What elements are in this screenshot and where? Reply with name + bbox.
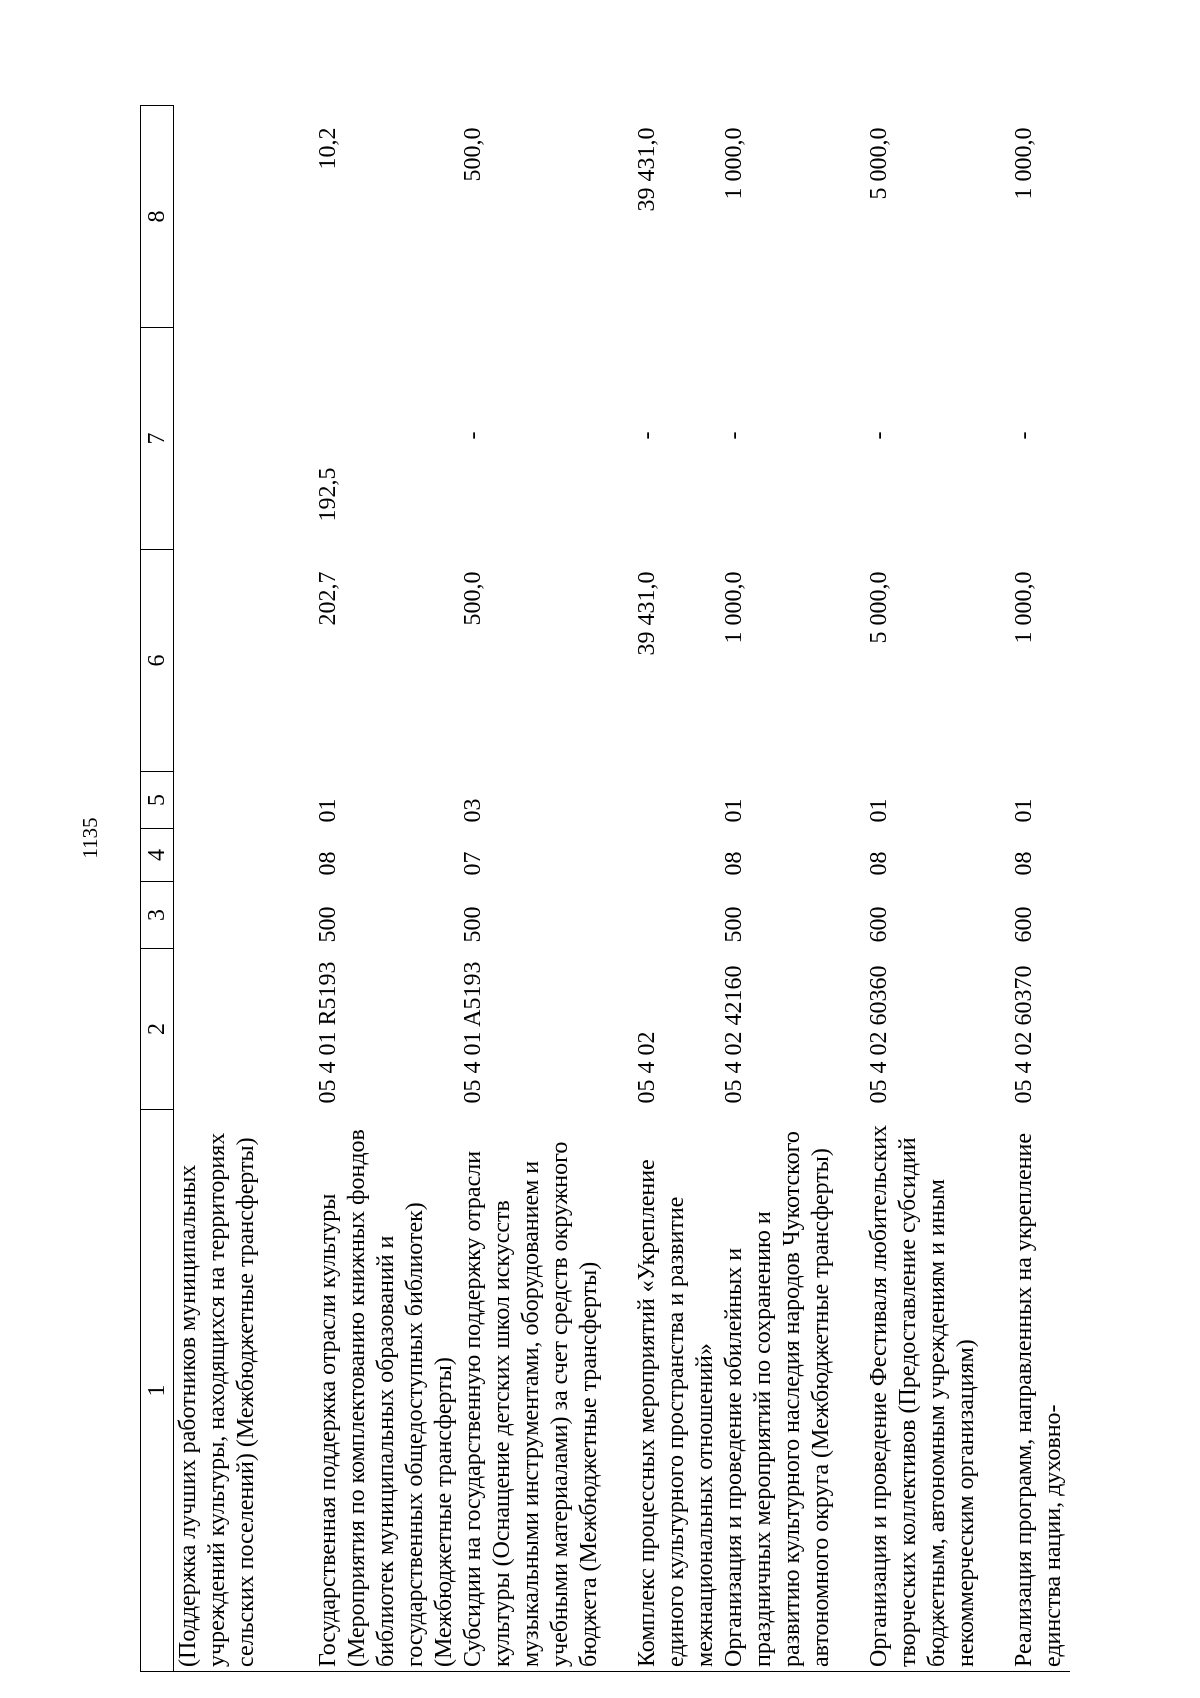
- row-c7: -: [633, 431, 660, 440]
- row-code: 05 4 02 42160: [720, 965, 747, 1104]
- row-name: Комплекс процессных мероприятий «Укрепление единого культурного пространства и развитие межнациональных отношений»: [633, 1110, 720, 1672]
- row-c3: 600: [865, 906, 892, 943]
- row-c7: -: [459, 431, 486, 440]
- table-row: [174, 106, 314, 1672]
- row-code: [174, 949, 314, 1110]
- row-name: Организация и проведение юбилейных и праздничных мероприятий по сохранению и развитию культурного наследия народов Чукотского автономного округа (Межбюджетные трансферты): [720, 1110, 865, 1672]
- row-c3: 500: [720, 906, 747, 943]
- row-code: 05 4 02: [633, 1031, 660, 1104]
- row-c5: 01: [865, 798, 892, 823]
- table-row: [459, 106, 633, 1672]
- row-c4: 08: [865, 851, 892, 876]
- table-row: [720, 106, 865, 1672]
- table-header-row: [141, 106, 174, 1672]
- row-c5: [174, 772, 314, 829]
- row-c4: [174, 829, 314, 882]
- row-name: (Поддержка лучших работников муниципальных учреждений культуры, находящихся на территориях сельских поселений) (Межбюджетные трансферты): [174, 1110, 314, 1672]
- column-header: 3: [141, 882, 174, 949]
- row-c8: 5 000,0: [865, 127, 892, 200]
- row-c8: 39 431,0: [633, 127, 660, 212]
- row-c3: 500: [314, 906, 341, 943]
- row-c7: -: [1010, 431, 1037, 440]
- row-c3: 600: [1010, 906, 1037, 943]
- row-c5: [633, 772, 720, 829]
- row-c6: 1 000,0: [1010, 571, 1037, 644]
- row-c7: -: [720, 431, 747, 440]
- page-number: 1135: [78, 817, 102, 859]
- table-row: [314, 106, 459, 1672]
- column-header: 1: [141, 1110, 174, 1672]
- row-c8: 1 000,0: [1010, 127, 1037, 200]
- row-c5: 01: [720, 798, 747, 823]
- row-name: Субсидии на государственную поддержку отрасли культуры (Оснащение детских школ искусств музыкальными инструментами, оборудованием и учебными материалами) за счет средств окружного бюджета (Межбюджетные трансферты): [459, 1110, 633, 1672]
- column-header: 8: [141, 106, 174, 328]
- row-c4: 08: [720, 851, 747, 876]
- row-c8: 500,0: [459, 127, 486, 182]
- table-row: [865, 106, 1010, 1672]
- column-header: 6: [141, 550, 174, 772]
- table-row: [633, 106, 720, 1672]
- row-c4: 08: [1010, 851, 1037, 876]
- row-c5: 03: [459, 798, 486, 823]
- row-name: Организация и проведение Фестиваля любительских творческих коллективов (Предоставление субсидий бюджетным, автономным учреждениям и иным некоммерческим организациям): [865, 1110, 1010, 1672]
- row-c3: 500: [459, 906, 486, 943]
- row-c4: [633, 829, 720, 882]
- row-c8: 1 000,0: [720, 127, 747, 200]
- row-c8: 10,2: [314, 127, 341, 170]
- row-c3: [174, 882, 314, 949]
- row-c6: [174, 550, 314, 772]
- row-c4: 08: [314, 851, 341, 876]
- row-c5: 01: [314, 798, 341, 823]
- row-code: 05 4 02 60370: [1010, 965, 1037, 1104]
- row-c4: 07: [459, 851, 486, 876]
- row-c7: [174, 328, 314, 550]
- table-row: [1010, 106, 1070, 1672]
- row-c3: [633, 882, 720, 949]
- row-c6: 39 431,0: [633, 571, 660, 656]
- row-c7: 192,5: [314, 467, 341, 522]
- column-header: 2: [141, 949, 174, 1110]
- column-header: 7: [141, 328, 174, 550]
- column-header: 4: [141, 829, 174, 882]
- budget-table: [140, 105, 1070, 1672]
- column-header: 5: [141, 772, 174, 829]
- row-code: 05 4 01 A5193: [459, 961, 486, 1104]
- row-c7: -: [865, 431, 892, 440]
- row-c5: 01: [1010, 798, 1037, 823]
- row-c6: 500,0: [459, 571, 486, 626]
- row-code: 05 4 01 R5193: [314, 961, 341, 1104]
- row-c8: [174, 106, 314, 328]
- row-code: 05 4 02 60360: [865, 965, 892, 1104]
- row-c6: 202,7: [314, 571, 341, 626]
- row-name: Реализация программ, направленных на укрепление единства нации, духовно-: [1010, 1110, 1070, 1672]
- row-c6: 5 000,0: [865, 571, 892, 644]
- row-name: Государственная поддержка отрасли культуры (Мероприятия по комплектованию книжных фондов библиотек муниципальных образований и государственных общедоступных библиотек) (Межбюджетные трансферты): [314, 1110, 459, 1672]
- row-c6: 1 000,0: [720, 571, 747, 644]
